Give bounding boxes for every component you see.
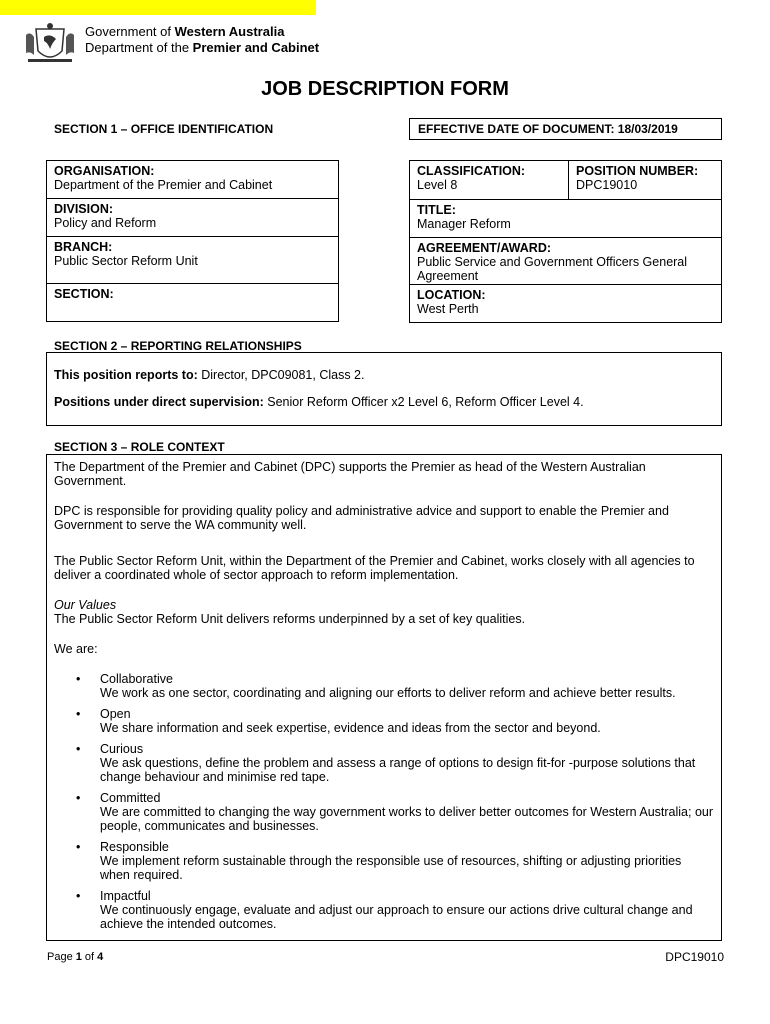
bullet-icon: •: [76, 791, 81, 805]
reports-to-label: This position reports to:: [54, 368, 198, 382]
title-cell: [410, 200, 721, 238]
supervision-label: Positions under direct supervision:: [54, 395, 264, 409]
organisation-value: Department of the Premier and Cabinet: [54, 178, 273, 192]
location-label: LOCATION:: [417, 288, 486, 302]
bullet-icon: •: [76, 840, 81, 854]
gov-prefix: Government of: [85, 24, 175, 39]
division-label: DIVISION:: [54, 202, 114, 216]
value-name: Responsible: [100, 840, 169, 854]
position-number-value: DPC19010: [576, 178, 638, 192]
section3-heading: SECTION 3 – ROLE CONTEXT: [54, 440, 225, 454]
we-are: We are:: [54, 642, 98, 656]
list-item: [54, 672, 714, 700]
list-item: [54, 840, 714, 882]
classification-value: Level 8: [417, 178, 458, 192]
section1-heading: SECTION 1 – OFFICE IDENTIFICATION: [54, 122, 274, 136]
list-item: [54, 791, 714, 833]
value-desc: We implement reform sustainable through the responsible use of resources, shifting or adjusting priorities when required.: [100, 854, 682, 882]
title-label: TITLE:: [417, 203, 456, 217]
reports-to-line: [54, 368, 714, 382]
bullet-icon: •: [76, 672, 81, 686]
value-desc: We share information and seek expertise, evidence and ideas from the sector and beyond.: [100, 721, 601, 735]
value-name: Open: [100, 707, 131, 721]
value-desc: We ask questions, define the problem and assess a range of options to design fit-for -purpose solutions that change behaviour and minimise red tape.: [100, 756, 696, 784]
page-current: 1: [75, 951, 82, 963]
reporting-relationships-box: [46, 352, 722, 426]
bullet-icon: •: [76, 707, 81, 721]
classification-row: [410, 161, 721, 200]
page-title: JOB DESCRIPTION FORM: [261, 78, 509, 100]
agreement-label: AGREEMENT/AWARD:: [417, 241, 552, 255]
effective-date-box: EFFECTIVE DATE OF DOCUMENT: 18/03/2019: [409, 118, 722, 140]
page-total: 4: [97, 951, 104, 963]
wa-coat-of-arms-icon: [22, 21, 78, 67]
organisation-label: ORGANISATION:: [54, 164, 155, 178]
division-value: Policy and Reform: [54, 216, 157, 230]
footer-doc-id: DPC19010: [665, 950, 724, 964]
branch-label: BRANCH:: [54, 240, 113, 254]
role-para-3: The Public Sector Reform Unit, within the Department of the Premier and Cabinet, works closely with all agencies to deliver a coordinated whole of sector approach to reform implementation.: [54, 554, 695, 582]
supervision-value: Senior Reform Officer x2 Level 6, Reform Officer Level 4.: [263, 395, 584, 409]
value-name: Committed: [100, 791, 161, 805]
location-value: West Perth: [417, 302, 479, 316]
dept-prefix: Department of the: [85, 40, 193, 55]
location-cell: [410, 285, 721, 322]
office-identification-table: [46, 160, 339, 322]
bullet-icon: •: [76, 889, 81, 903]
role-context-box: [46, 454, 722, 941]
section2-heading: SECTION 2 – REPORTING RELATIONSHIPS: [54, 339, 302, 353]
value-desc: We continuously engage, evaluate and adjust our approach to ensure our actions drive cultural change and achieve the intended outcomes.: [100, 903, 693, 931]
reports-to-value: Director, DPC09081, Class 2.: [197, 368, 365, 382]
list-item: [54, 707, 714, 735]
agreement-cell: [410, 238, 721, 285]
list-item: [54, 889, 714, 931]
values-intro: The Public Sector Reform Unit delivers reforms underpinned by a set of key qualities.: [54, 612, 526, 626]
organisation-cell: [47, 161, 338, 199]
government-header: [85, 24, 319, 56]
bullet-icon: •: [76, 742, 81, 756]
value-name: Curious: [100, 742, 144, 756]
title-value: Manager Reform: [417, 217, 511, 231]
division-cell: [47, 199, 338, 237]
of-word: of: [81, 951, 98, 963]
classification-cell: [410, 161, 569, 199]
list-item: [54, 742, 714, 784]
value-name: Impactful: [100, 889, 151, 903]
value-desc: We are committed to changing the way government works to deliver better outcomes for Western Australia; our people, communicates and businesses.: [100, 805, 714, 833]
agreement-value: Public Service and Government Officers General Agreement: [417, 255, 688, 283]
supervision-line: [54, 395, 714, 409]
position-number-cell: [569, 161, 721, 199]
position-number-label: POSITION NUMBER:: [576, 164, 699, 178]
values-list: [54, 672, 714, 931]
value-name: Collaborative: [100, 672, 173, 686]
role-para-2: DPC is responsible for providing quality policy and administrative advice and support to enable the Premier and Government to serve the WA community well.: [54, 504, 669, 532]
branch-cell: [47, 237, 338, 284]
gov-name: Western Australia: [174, 24, 285, 39]
section-cell: [47, 284, 338, 321]
yellow-highlight-bar: [0, 0, 316, 15]
page-number: [47, 951, 103, 963]
branch-value: Public Sector Reform Unit: [54, 254, 198, 268]
role-para-1: The Department of the Premier and Cabinet (DPC) supports the Premier as head of the Western Australian Government.: [54, 460, 646, 488]
value-desc: We work as one sector, coordinating and aligning our efforts to deliver reform and achieve better results.: [100, 686, 676, 700]
section-label: SECTION:: [54, 287, 114, 301]
dept-name: Premier and Cabinet: [192, 40, 320, 55]
position-details-table: [409, 160, 722, 323]
page-word: Page: [47, 951, 76, 963]
values-heading: Our Values: [54, 598, 117, 612]
classification-label: CLASSIFICATION:: [417, 164, 526, 178]
